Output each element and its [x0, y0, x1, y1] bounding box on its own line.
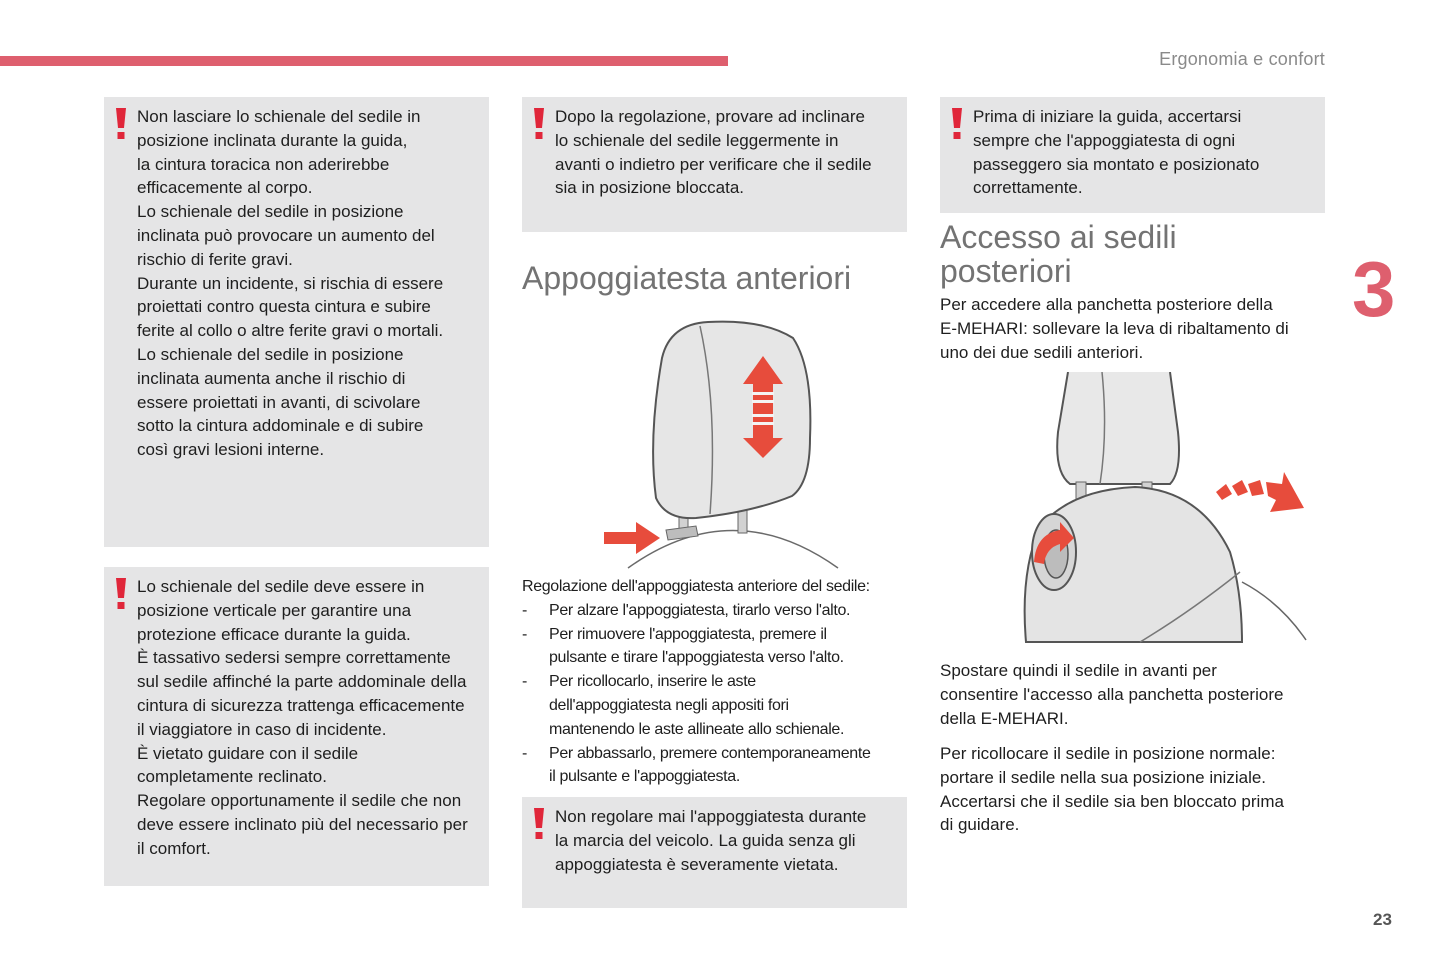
list-item — [522, 670, 912, 741]
warning-box-headrest-check — [940, 97, 1325, 213]
headrest-instructions — [522, 575, 912, 789]
exclamation-icon — [949, 106, 965, 140]
list-dash: - — [522, 744, 527, 762]
warning-text: Dopo la regolazione, provare ad inclinare lo schienale del sedile leggermente in avanti o indietro per verificare che il sedile sia in posizione bloccata. — [555, 107, 872, 198]
header-accent-bar — [0, 56, 728, 66]
warning-text: Non regolare mai l'appoggiatesta durante la marcia del veicolo. La guida senza gli appoggiatesta è severamente vietata. — [555, 807, 867, 874]
warning-box-reclined-seat — [104, 97, 489, 547]
seat-tilt-illustration — [1020, 372, 1310, 644]
list-item-text: Per rimuovere l'appoggiatesta, premere il pulsante e tirare l'appoggiatesta verso l'alto. — [549, 625, 844, 667]
exclamation-icon — [531, 806, 547, 840]
headrest-cushion — [653, 322, 810, 519]
warning-text: Non lasciare lo schienale del sedile in posizione inclinata durante la guida, la cintura toracica non aderirebbe efficacemente al corpo. Lo schienale del sedile in posizione inclinata può provocare un aumento del rischio di ferite gravi. Durante un incidente, si rischia di essere proiettati contro questa cintura e subire ferite al collo o altre ferite gravi o mortali. Lo schienale del sedile in posizione inclinata aumenta anche il rischio di essere proiettati in avanti, di scivolare sotto la cintura addominale e di subire così gravi lesioni interne. — [137, 107, 444, 460]
exclamation-icon — [113, 576, 129, 610]
exclamation-icon — [531, 106, 547, 140]
reposition-text: Per ricollocare il sedile in posizione normale: portare il sedile nella sua posizione iniziale. Accertarsi che il sedile sia ben bloccato prima di guidare. — [940, 744, 1284, 835]
seatback-outline — [628, 531, 838, 569]
move-forward-text: Spostare quindi il sedile in avanti per consentire l'accesso alla panchetta posteriore della E-MEHARI. — [940, 661, 1284, 728]
warning-box-upright-seat — [104, 567, 489, 886]
list-item-text: Per abbassarlo, premere contemporaneamente il pulsante e l'appoggiatesta. — [549, 744, 871, 786]
headrest-release-button — [666, 526, 698, 540]
headrest-title: Appoggiatesta anteriori — [522, 260, 852, 296]
list-dash: - — [522, 625, 527, 643]
chapter-number: 3 — [1352, 245, 1396, 333]
list-dash: - — [522, 601, 527, 619]
headrest-intro: Regolazione dell'appoggiatesta anteriore del sedile: — [522, 578, 870, 595]
list-item — [522, 623, 912, 671]
push-arrow-icon — [604, 522, 660, 554]
warning-text: Lo schienale del sedile deve essere in posizione verticale per garantire una protezione efficace durante la guida. È tassativo sedersi sempre correttamente sul sedile affinché la parte addominale della cintura di sicurezza trattenga efficacemente il viaggiatore in caso di incidente. È vietato guidare con il sedile completamente reclinato. Regolare opportunamente il sedile che non deve essere inclinato più del necessario per il comfort. — [137, 577, 468, 858]
headrest-illustration — [588, 318, 878, 570]
list-dash: - — [522, 673, 527, 691]
rear-access-title: Accesso ai sedili posteriori — [940, 219, 1177, 289]
rear-access-intro: Per accedere alla panchetta posteriore della E-MEHARI: sollevare la leva di ribaltamento di uno dei due sedili anteriori. — [940, 295, 1289, 362]
section-title: Ergonomia e confort — [1159, 49, 1325, 69]
list-item — [522, 599, 912, 623]
page-number: 23 — [1373, 910, 1392, 929]
warning-box-no-adjust-driving — [522, 797, 907, 908]
list-item-text: Per alzare l'appoggiatesta, tirarlo verso l'alto. — [549, 601, 851, 619]
exclamation-icon — [113, 106, 129, 140]
warning-text: Prima di iniziare la guida, accertarsi sempre che l'appoggiatesta di ogni passeggero sia montato e posizionato correttamente. — [973, 107, 1260, 198]
headrest-cushion — [1057, 372, 1179, 484]
warning-box-after-adjust — [522, 97, 907, 232]
side-curve — [1242, 582, 1306, 640]
list-item — [522, 742, 912, 790]
headrest-steps — [522, 599, 912, 789]
list-item-text: Per ricollocarlo, inserire le aste dell'appoggiatesta negli appositi fori mantenendo le aste allineate allo schienale. — [549, 673, 845, 738]
tilt-forward-arrow-icon — [1216, 472, 1304, 512]
